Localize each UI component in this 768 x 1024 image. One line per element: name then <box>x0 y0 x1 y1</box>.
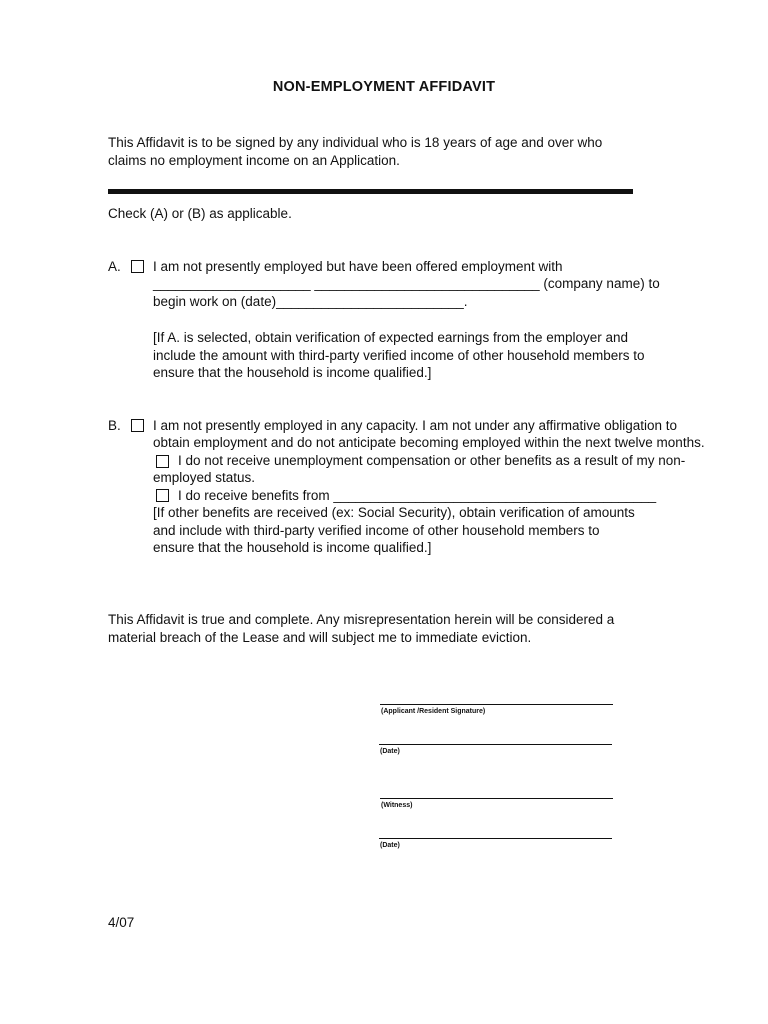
option-a-line-1: I am not presently employed but have been offered employment with <box>153 259 563 274</box>
option-a-date-line: begin work on (date)_________________________. <box>153 294 468 309</box>
option-a-note: [If A. is selected, obtain verification of expected earnings from the employer and include the amount with third-party verified income of other household members to ensure that the household is income qualified.] <box>153 330 645 380</box>
applicant-signature-label: (Applicant /Resident Signature) <box>381 708 486 715</box>
option-b-line-1: I am not presently employed in any capacity. I am not under any affirmative obligation to <box>153 418 678 433</box>
receives-benefits-checkbox[interactable] <box>156 489 169 502</box>
form-revision-code: 4/07 <box>108 915 135 930</box>
option-b-note: [If other benefits are received (ex: Social Security), obtain verification of amounts and include with third-party verified income of other household members to ensure that the household is income qualified.] <box>153 505 635 555</box>
option-a-letter: A. <box>108 259 121 274</box>
receives-benefits-line: I do receive benefits from ___________________________________________ <box>178 488 657 503</box>
no-benefits-line-2: employed status. <box>153 470 256 485</box>
applicant-signature-line[interactable] <box>380 704 613 705</box>
witness-label: (Witness) <box>381 802 413 809</box>
date-label-2: (Date) <box>380 842 400 849</box>
date-label-1: (Date) <box>380 748 400 755</box>
intro-paragraph: This Affidavit is to be signed by any individual who is 18 years of age and over who claims no employment income on an Application. <box>108 135 603 168</box>
option-b-line-2: obtain employment and do not anticipate becoming employed within the next twelve months. <box>153 435 705 450</box>
no-benefits-checkbox[interactable] <box>156 455 169 468</box>
date-line-1[interactable] <box>379 744 612 745</box>
declaration-paragraph: This Affidavit is true and complete. Any misrepresentation herein will be considered a material breach of the Lease and will subject me to immediate eviction. <box>108 612 615 645</box>
witness-signature-line[interactable] <box>380 798 613 799</box>
option-a-company-line: _____________________ ______________________________ (company name) to <box>153 276 660 291</box>
date-line-2[interactable] <box>379 838 612 839</box>
option-b-letter: B. <box>108 418 121 433</box>
check-instruction: Check (A) or (B) as applicable. <box>108 206 292 221</box>
option-b-checkbox[interactable] <box>131 419 144 432</box>
no-benefits-line-1: I do not receive unemployment compensation or other benefits as a result of my non- <box>178 453 686 468</box>
option-a-checkbox[interactable] <box>131 260 144 273</box>
divider-rule <box>108 189 633 194</box>
page-title: NON-EMPLOYMENT AFFIDAVIT <box>272 79 496 95</box>
